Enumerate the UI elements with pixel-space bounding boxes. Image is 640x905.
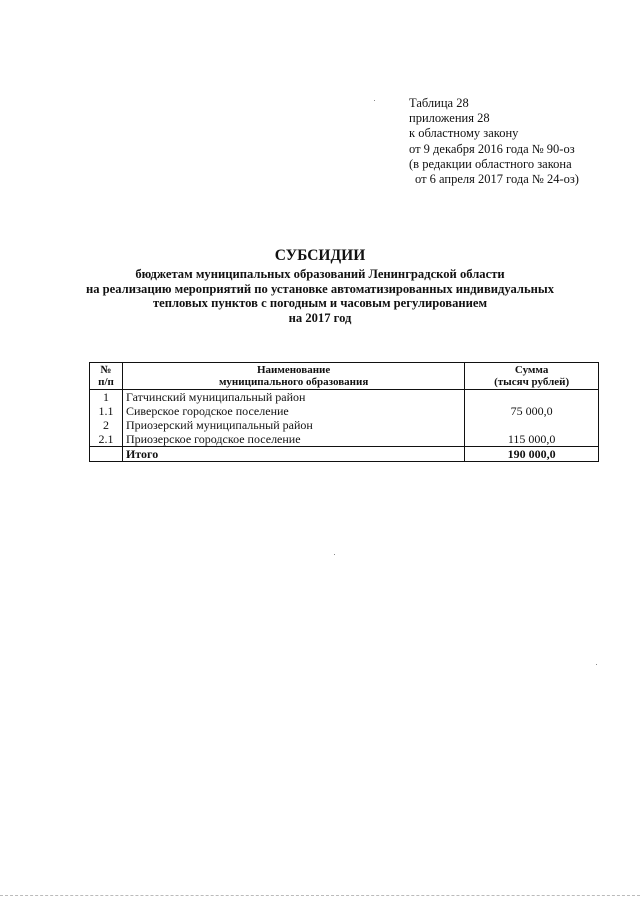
- document-header: [409, 96, 579, 187]
- header-number: [90, 363, 123, 390]
- header-line-edition: (в редакции областного закона: [409, 156, 572, 171]
- header-number-line2: п/п: [98, 376, 114, 388]
- row-number: 2.1: [90, 432, 123, 447]
- row-number: 1: [90, 390, 123, 405]
- total-number-cell: [90, 447, 123, 462]
- header-name-line2: муниципального образования: [218, 376, 369, 388]
- row-number: 2: [90, 418, 123, 432]
- row-amount: 75 000,0: [465, 404, 599, 418]
- header-line-law: к областному закону: [409, 126, 519, 141]
- scan-edge-line: [0, 895, 640, 896]
- title-sub-line-1: бюджетам муниципальных образований Ленинградской области: [135, 267, 505, 281]
- header-line-edition-date: от 6 апреля 2017 года № 24-оз): [415, 172, 579, 187]
- document-title: [0, 247, 640, 325]
- table-header-row: [90, 363, 599, 390]
- scan-speck: [596, 664, 597, 665]
- row-name: Приозерский муниципальный район: [122, 418, 464, 432]
- subsidies-table: [89, 362, 599, 462]
- header-sum-line1: Сумма: [514, 364, 549, 376]
- total-amount: 190 000,0: [465, 447, 599, 462]
- total-label: Итого: [122, 447, 464, 462]
- row-name: Приозерское городское поселение: [122, 432, 464, 447]
- scan-speck: [334, 554, 335, 555]
- row-name: Гатчинский муниципальный район: [122, 390, 464, 405]
- row-amount: [465, 390, 599, 405]
- header-line-table: Таблица 28: [409, 96, 469, 110]
- table-total-row: [90, 447, 599, 462]
- header-sum: [465, 363, 599, 390]
- header-number-line1: №: [100, 364, 112, 376]
- table-row: [90, 418, 599, 432]
- title-sub-line-2: на реализацию мероприятий по установке автоматизированных индивидуальных: [85, 281, 555, 296]
- row-name: Сиверское городское поселение: [122, 404, 464, 418]
- title-sub-line-4: на 2017 год: [288, 310, 352, 325]
- header-line-appendix: приложения 28: [409, 111, 490, 126]
- row-amount: 115 000,0: [465, 432, 599, 447]
- table-row: [90, 390, 599, 405]
- row-number: 1.1: [90, 404, 123, 418]
- header-sum-line2: (тысяч рублей): [494, 376, 570, 388]
- scan-speck: [374, 100, 375, 101]
- table-row: [90, 404, 599, 418]
- header-name: [122, 363, 464, 390]
- header-name-line1: Наименование: [256, 364, 331, 376]
- header-line-law-date: от 9 декабря 2016 года № 90-оз: [409, 141, 575, 156]
- title-sub-line-3: тепловых пунктов с погодным и часовым регулированием: [152, 296, 488, 311]
- title-main: СУБСИДИИ: [274, 247, 366, 264]
- table-row: [90, 432, 599, 447]
- row-amount: [465, 418, 599, 432]
